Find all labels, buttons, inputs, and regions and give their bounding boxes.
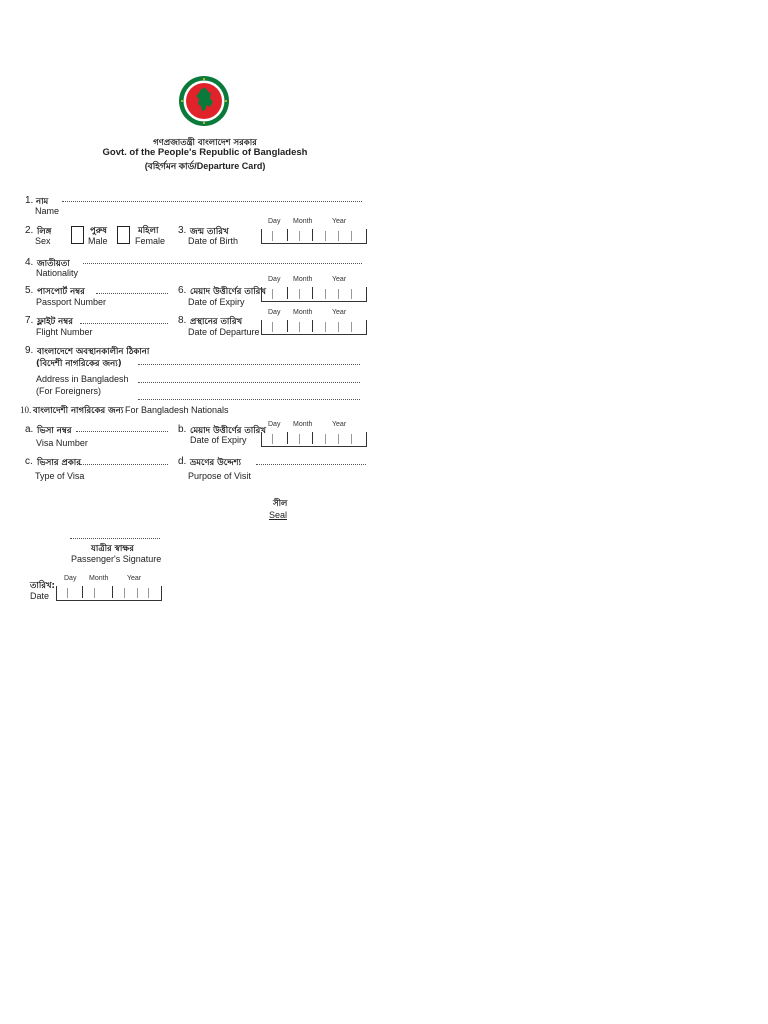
nationality-input-line[interactable]: [83, 263, 362, 264]
name-input-line[interactable]: [62, 201, 362, 202]
field-10-label-en: For Bangladesh Nationals: [125, 405, 229, 415]
field-7-number: 7.: [25, 315, 34, 326]
field-b-label-bn: মেয়াদ উত্তীর্ণের তারিখ: [190, 426, 266, 436]
seal-label-bn: সীল: [273, 499, 288, 509]
field-d-label-en: Purpose of Visit: [188, 471, 251, 481]
field-6-label-bn: মেয়াদ উত্তীর্ণের তারিখ: [190, 287, 266, 297]
government-emblem: [177, 74, 231, 128]
sign-date-month-label: Month: [89, 575, 109, 582]
date-label-bn: তারিখ:: [30, 581, 55, 591]
date-of-birth-input[interactable]: [261, 229, 367, 244]
field-d-label-bn: ভ্রমণের উদ্দেশ্য: [190, 458, 241, 468]
field-c-number: c.: [25, 456, 33, 467]
visa-expiry-date-input[interactable]: [261, 432, 367, 447]
field-2-label-bn: লিঙ্গ: [37, 227, 52, 237]
visa-number-input-line[interactable]: [76, 431, 168, 432]
field-5-label-en: Passport Number: [36, 297, 107, 307]
field-4-number: 4.: [25, 257, 34, 268]
field-d-number: d.: [178, 456, 187, 467]
sign-date-year-label: Year: [127, 575, 142, 582]
field-9-label-bn-2: (বিদেশী নাগরিকের জন্য): [36, 359, 122, 369]
field-a-label-en: Visa Number: [36, 438, 88, 448]
signature-input-line[interactable]: [70, 538, 160, 539]
field-7-label-en: Flight Number: [36, 327, 93, 337]
departure-year-label: Year: [332, 309, 347, 316]
card-title: (বহির্গমন কার্ড/Departure Card): [144, 161, 266, 171]
field-1-label-en: Name: [35, 206, 60, 216]
field-3-label-bn: জন্ম তারিখ: [190, 227, 229, 237]
dob-year-label: Year: [332, 218, 347, 225]
male-checkbox[interactable]: [71, 226, 84, 244]
female-label-en: Female: [135, 236, 166, 246]
field-6-number: 6.: [178, 285, 187, 296]
signature-label-en: Passenger's Signature: [71, 554, 162, 564]
visa-expiry-month-label: Month: [293, 421, 313, 428]
field-1-label-bn: নাম: [36, 197, 49, 207]
address-line-1[interactable]: [138, 364, 360, 365]
male-label-en: Male: [88, 236, 108, 246]
visa-expiry-day-label: Day: [268, 421, 281, 428]
female-checkbox[interactable]: [117, 226, 130, 244]
purpose-of-visit-input-line[interactable]: [256, 464, 366, 465]
departure-day-label: Day: [268, 309, 281, 316]
field-2-label-en: Sex: [35, 236, 51, 246]
field-1-number: 1.: [25, 195, 34, 206]
field-5-label-bn: পাসপোর্ট নম্বর: [37, 287, 85, 297]
field-10-number: 10.: [20, 405, 32, 415]
field-b-number: b.: [178, 424, 187, 435]
seal-label-en: Seal: [269, 510, 288, 520]
expiry-month-label: Month: [293, 276, 313, 283]
address-line-3[interactable]: [138, 399, 360, 400]
field-b-label-en: Date of Expiry: [190, 435, 247, 445]
passport-expiry-date-input[interactable]: [261, 287, 367, 302]
address-line-2[interactable]: [138, 382, 360, 383]
field-8-label-bn: প্রস্থানের তারিখ: [190, 317, 243, 327]
departure-date-input[interactable]: [261, 320, 367, 335]
field-a-label-bn: ভিসা নম্বর: [37, 426, 72, 436]
field-c-label-en: Type of Visa: [35, 471, 85, 481]
field-10-label-bn: বাংলাদেশী নাগরিকের জন্য: [33, 406, 124, 416]
visa-expiry-year-label: Year: [332, 421, 347, 428]
field-6-label-en: Date of Expiry: [188, 297, 245, 307]
field-c-label-bn: ভিসার প্রকার: [37, 458, 81, 468]
field-7-label-bn: ফ্লাইট নম্বর: [37, 317, 73, 327]
field-a-number: a.: [25, 424, 34, 435]
expiry-year-label: Year: [332, 276, 347, 283]
sign-date-day-label: Day: [64, 575, 77, 582]
passport-number-input-line[interactable]: [96, 293, 168, 294]
female-label-bn: মহিলা: [138, 226, 159, 236]
field-2-number: 2.: [25, 225, 34, 236]
visa-type-input-line[interactable]: [80, 464, 168, 465]
male-label-bn: পুরুষ: [90, 226, 107, 236]
departure-month-label: Month: [293, 309, 313, 316]
dob-day-label: Day: [268, 218, 281, 225]
field-3-label-en: Date of Birth: [188, 236, 239, 246]
expiry-day-label: Day: [268, 276, 281, 283]
field-4-label-en: Nationality: [36, 268, 79, 278]
signature-date-input[interactable]: [56, 586, 162, 601]
field-5-number: 5.: [25, 285, 34, 296]
dob-month-label: Month: [293, 218, 313, 225]
date-label-en: Date: [30, 591, 50, 601]
field-9-label-en: Address in Bangladesh: [36, 374, 129, 384]
field-8-label-en: Date of Departure: [188, 327, 260, 337]
header-title-bangla: গণপ্রজাতন্ত্রী বাংলাদেশ সরকার: [153, 138, 257, 148]
field-3-number: 3.: [178, 225, 187, 236]
field-9-number: 9.: [25, 345, 34, 356]
flight-number-input-line[interactable]: [80, 323, 168, 324]
signature-label-bn: যাত্রীর স্বাক্ষর: [91, 544, 134, 554]
field-8-number: 8.: [178, 315, 187, 326]
field-9-label-en-2: (For Foreigners): [36, 386, 102, 396]
header-title-english: Govt. of the People's Republic of Bangladesh: [102, 147, 308, 158]
field-4-label-bn: জাতীয়তা: [37, 259, 70, 269]
field-9-label-bn: বাংলাদেশে অবস্থানকালীন ঠিকানা: [37, 347, 150, 357]
